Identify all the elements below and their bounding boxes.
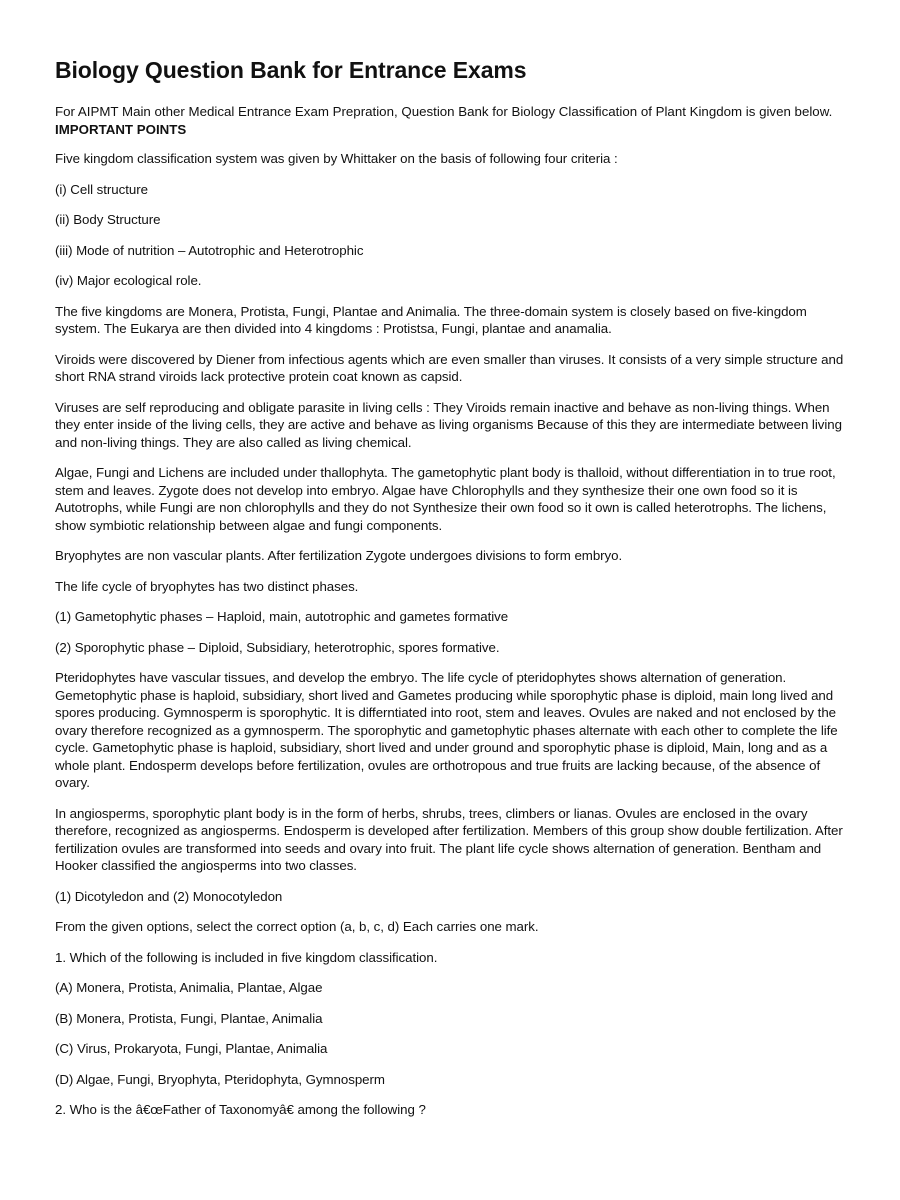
- list-item: (iv) Major ecological role.: [55, 273, 202, 288]
- paragraph: Viroids were discovered by Diener from infectious agents which are even smaller than viruses. It consists of a very simple structure and short RNA strand viroids lack protective protein coat known as capsid.: [55, 351, 844, 384]
- option-d: (D) Algae, Fungi, Bryophyta, Pteridophyta, Gymnosperm: [55, 1071, 385, 1087]
- instructions: From the given options, select the correct option (a, b, c, d) Each carries one mark.: [55, 919, 539, 934]
- paragraph: The life cycle of bryophytes has two distinct phases.: [55, 578, 359, 594]
- list-item: (ii) Body Structure: [55, 212, 161, 227]
- list-item: (2) Sporophytic phase – Diploid, Subsidiary, heterotrophic, spores formative.: [55, 639, 500, 655]
- paragraph: Viruses are self reproducing and obligate parasite in living cells : They Viroids remain inactive and behave as non-living things. When they enter inside of the living cells, they are active and behave as living organisms Because of this they are intermediate between living and non-living things. They are also called as living chemical.: [55, 399, 842, 450]
- paragraph: Bryophytes are non vascular plants. After fertilization Zygote undergoes divisions to form embryo.: [55, 548, 623, 563]
- option-c: (C) Virus, Prokaryota, Fungi, Plantae, Animalia: [55, 1041, 328, 1056]
- paragraph: Pteridophytes have vascular tissues, and develop the embryo. The life cycle of pteridophytes shows alternation of generation. Gemetophytic phase is haploid, subsidiary, short lived and Gametes producing while sporophytic phase is diploid, main long lived and spores producing. Gymnosperm is sporophytic. It is differntiated into root, stem and leaves. Ovules are naked and not enclosed by the ovary therefore recognized as a gymnosperm. The sporophytic and gametophytic phases alternate with each other to complete the life cycle. Gametophytic phase is haploid, subsidiary, short lived and under ground and sporophytic phase is diploid, Main, long and as a whole plant. Endosperm develops before fertilization, ovules are orthotropous and true fruits are lacking because, of the absence of ovary.: [55, 670, 838, 790]
- list-item: (iii) Mode of nutrition – Autotrophic and Heterotrophic: [55, 242, 364, 258]
- option-b: (B) Monera, Protista, Fungi, Plantae, Animalia: [55, 1010, 323, 1026]
- option-a: (A) Monera, Protista, Animalia, Plantae, Algae: [55, 980, 323, 995]
- list-item: (i) Cell structure: [55, 181, 148, 197]
- intro-paragraph: For AIPMT Main other Medical Entrance Exam Prepration, Question Bank for Biology Classification of Plant Kingdom is given below.: [55, 104, 833, 119]
- important-points-heading: IMPORTANT POINTS: [55, 121, 187, 137]
- paragraph: In angiosperms, sporophytic plant body is in the form of herbs, shrubs, trees, climbers or lianas. Ovules are enclosed in the ovary therefore, recognized as angiosperms. Endosperm is developed after fertilization. Members of this group show double fertilization. After fertilization ovules are transformed into seeds and ovary into fruit. The plant life cycle shows alternation of generation. Bentham and Hooker classified the angiosperms into two classes.: [55, 805, 843, 873]
- question-2: 2. Who is the â€œFather of Taxonomyâ€ among the following ?: [55, 1102, 426, 1117]
- list-item: (1) Dicotyledon and (2) Monocotyledon: [55, 888, 283, 904]
- paragraph: Five kingdom classification system was given by Whittaker on the basis of following four criteria :: [55, 151, 618, 166]
- question-1: 1. Which of the following is included in five kingdom classification.: [55, 949, 438, 965]
- paragraph: The five kingdoms are Monera, Protista, Fungi, Plantae and Animalia. The three-domain system is closely based on five-kingdom system. The Eukarya are then divided into 4 kingdoms : Protistsa, Fungi, plantae and anamalia.: [55, 303, 807, 336]
- page-title: Biology Question Bank for Entrance Exams: [55, 57, 527, 83]
- paragraph: Algae, Fungi and Lichens are included under thallophyta. The gametophytic plant body is thalloid, without differentiation in to true root, stem and leaves. Zygote does not develop into embryo. Algae have Chlorophylls and they synthesize their one own food so it is Autotrophs, while Fungi are non chlorophylls and they do not Synthesize their own food so it own is called heterotrophs. The lichens, show symbiotic relationship between algae and fungi components.: [55, 465, 836, 533]
- list-item: (1) Gametophytic phases – Haploid, main, autotrophic and gametes formative: [55, 609, 509, 624]
